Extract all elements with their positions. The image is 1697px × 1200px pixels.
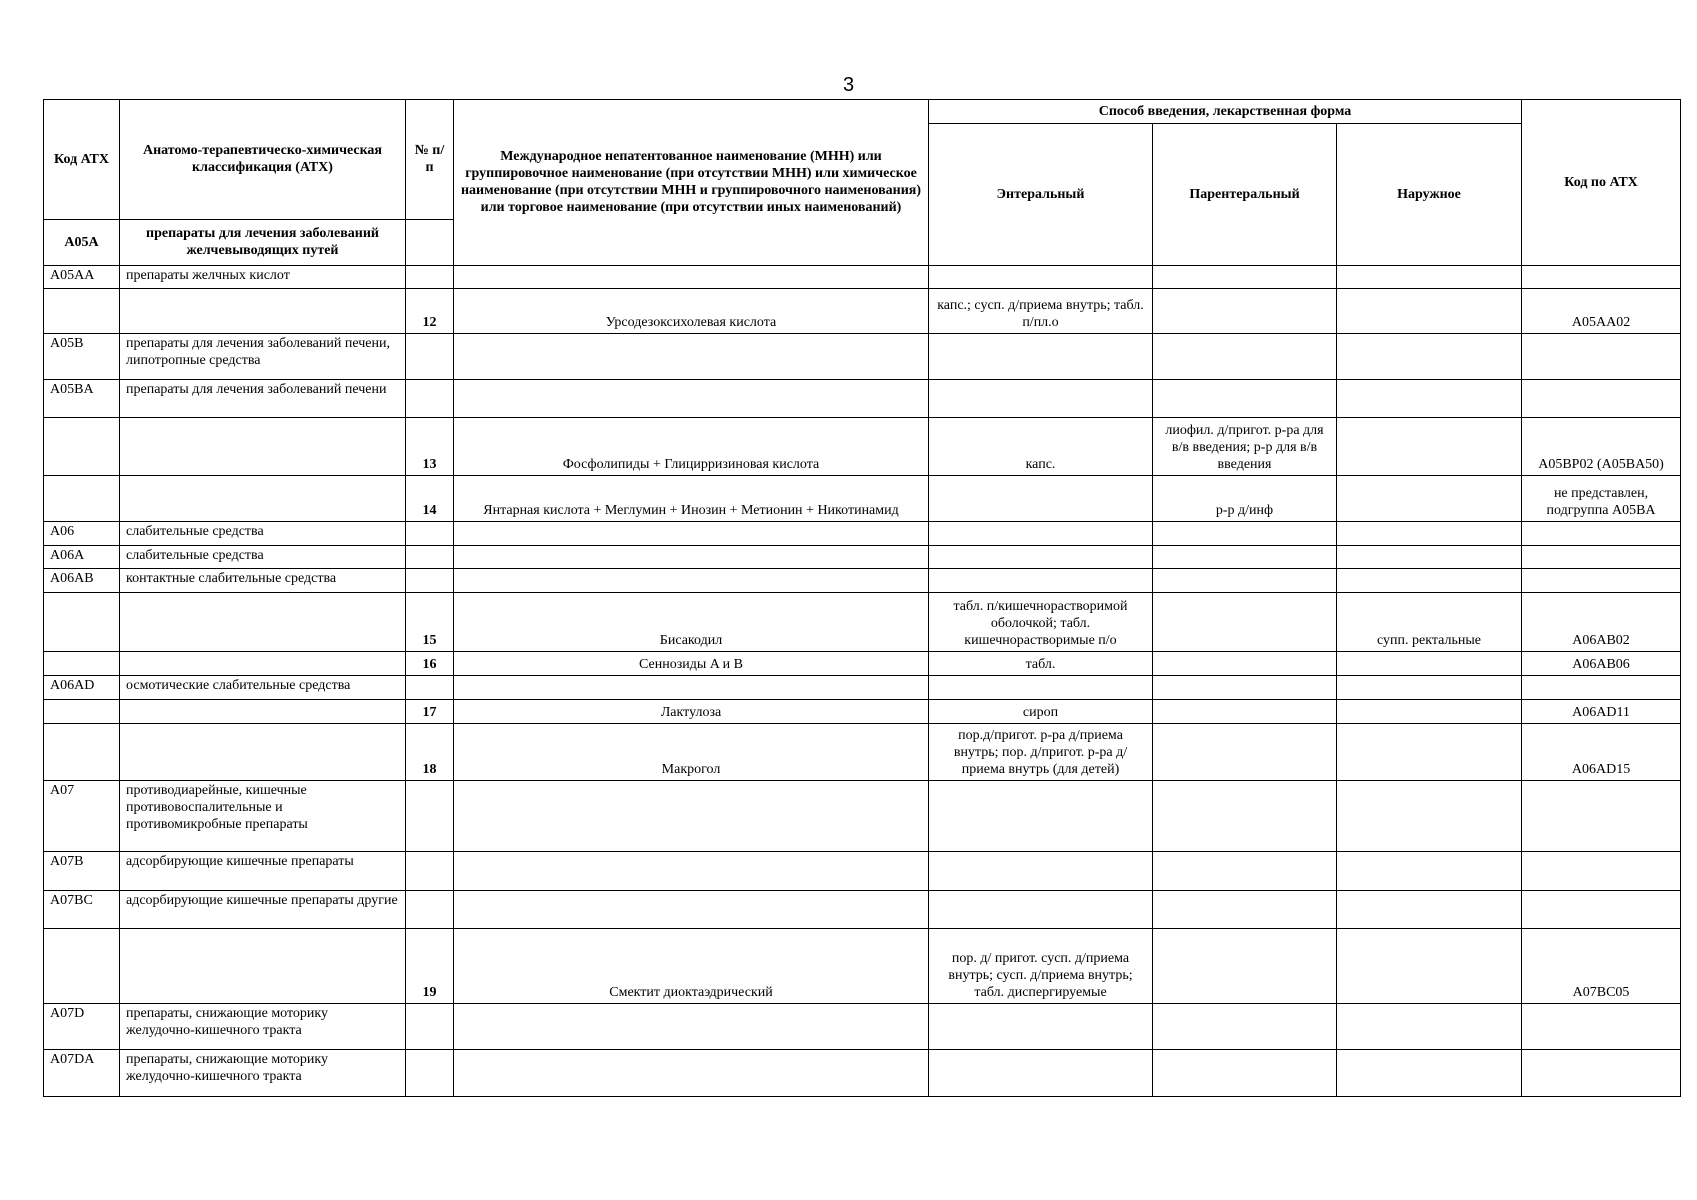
cell-external: супп. ректальные	[1337, 593, 1522, 652]
table-row	[44, 929, 1681, 1004]
cell-enteral	[929, 334, 1153, 380]
cell-parenteral	[1153, 569, 1337, 593]
cell-enteral: табл. п/кишечнорастворимой оболочкой; табл. кишечнорастворимые п/о	[929, 593, 1153, 652]
cell-code: A07	[44, 781, 120, 852]
cell-parenteral	[1153, 852, 1337, 891]
cell-external	[1337, 676, 1522, 700]
cell-atx-code: A06AD11	[1522, 700, 1681, 724]
table-row	[44, 546, 1681, 569]
cell-parenteral	[1153, 289, 1337, 334]
cell-name: Бисакодил	[454, 593, 929, 652]
cell-atx-code	[1522, 781, 1681, 852]
table-row	[44, 569, 1681, 593]
cell-enteral	[929, 1050, 1153, 1097]
cell-parenteral	[1153, 676, 1337, 700]
table-row	[44, 781, 1681, 852]
table-row	[44, 724, 1681, 781]
cell-name: Сеннозиды A и B	[454, 652, 929, 676]
cell-external	[1337, 1050, 1522, 1097]
cell-external	[1337, 652, 1522, 676]
cell-code	[44, 289, 120, 334]
cell-code: A05BA	[44, 380, 120, 418]
header-classification: Анатомо-терапевтическо-химическая классификация (АТХ)	[120, 100, 406, 220]
header-number: № п/п	[406, 100, 454, 220]
cell-atx-code	[1522, 266, 1681, 289]
cell-external	[1337, 289, 1522, 334]
cell-name	[454, 334, 929, 380]
cell-parenteral	[1153, 1004, 1337, 1050]
header-parenteral: Парентеральный	[1153, 124, 1337, 266]
cell-atx-code	[1522, 546, 1681, 569]
cell-classification: препараты для лечения заболеваний печени	[120, 380, 406, 418]
cell-enteral: сироп	[929, 700, 1153, 724]
cell-code: A06AD	[44, 676, 120, 700]
cell-code	[44, 476, 120, 522]
cell-code: A07D	[44, 1004, 120, 1050]
cell-number: 12	[406, 289, 454, 334]
cell-number: 19	[406, 929, 454, 1004]
cell-parenteral	[1153, 724, 1337, 781]
cell-code: A05B	[44, 334, 120, 380]
cell-external	[1337, 266, 1522, 289]
table-row	[44, 891, 1681, 929]
cell-atx-code	[1522, 569, 1681, 593]
cell-parenteral: р-р д/инф	[1153, 476, 1337, 522]
cell-classification	[120, 418, 406, 476]
table-row	[44, 852, 1681, 891]
cell-atx-code: A05BP02 (A05BA50)	[1522, 418, 1681, 476]
cell-name	[454, 266, 929, 289]
cell-number: 15	[406, 593, 454, 652]
cell-name	[454, 676, 929, 700]
cell-classification	[120, 700, 406, 724]
cell-code	[44, 652, 120, 676]
cell-enteral: пор.д/пригот. р-ра д/приема внутрь; пор. д/пригот. р-ра д/приема внутрь (для детей)	[929, 724, 1153, 781]
cell-enteral	[929, 1004, 1153, 1050]
cell-name	[454, 1050, 929, 1097]
group-code: A05A	[44, 220, 120, 266]
cell-name	[454, 569, 929, 593]
cell-classification: препараты, снижающие моторику желудочно-кишечного тракта	[120, 1004, 406, 1050]
header-route-group: Способ введения, лекарственная форма	[929, 100, 1522, 124]
cell-atx-code: A05AA02	[1522, 289, 1681, 334]
cell-name	[454, 546, 929, 569]
group-classification: препараты для лечения заболеваний желчевыводящих путей	[120, 220, 406, 266]
cell-name	[454, 522, 929, 546]
table-row	[44, 476, 1681, 522]
cell-number	[406, 334, 454, 380]
cell-name: Янтарная кислота + Меглумин + Инозин + Метионин + Никотинамид	[454, 476, 929, 522]
cell-classification: осмотические слабительные средства	[120, 676, 406, 700]
table-row	[44, 652, 1681, 676]
cell-number: 14	[406, 476, 454, 522]
cell-external	[1337, 418, 1522, 476]
table-body	[44, 266, 1681, 1097]
cell-enteral	[929, 546, 1153, 569]
cell-external	[1337, 569, 1522, 593]
cell-external	[1337, 852, 1522, 891]
cell-external	[1337, 929, 1522, 1004]
cell-parenteral	[1153, 700, 1337, 724]
table-row	[44, 1050, 1681, 1097]
table-row	[44, 289, 1681, 334]
cell-number	[406, 676, 454, 700]
page-number: 3	[842, 74, 855, 96]
cell-external	[1337, 380, 1522, 418]
cell-classification: препараты, снижающие моторику желудочно-кишечного тракта	[120, 1050, 406, 1097]
cell-name: Фосфолипиды + Глицирризиновая кислота	[454, 418, 929, 476]
cell-parenteral	[1153, 266, 1337, 289]
cell-name	[454, 852, 929, 891]
cell-classification: слабительные средства	[120, 546, 406, 569]
cell-external	[1337, 476, 1522, 522]
cell-parenteral	[1153, 652, 1337, 676]
cell-external	[1337, 546, 1522, 569]
cell-external	[1337, 522, 1522, 546]
cell-atx-code	[1522, 1004, 1681, 1050]
cell-classification: противодиарейные, кишечные противовоспалительные и противомикробные препараты	[120, 781, 406, 852]
cell-classification: адсорбирующие кишечные препараты	[120, 852, 406, 891]
table-row	[44, 522, 1681, 546]
cell-code	[44, 700, 120, 724]
cell-number	[406, 569, 454, 593]
cell-code: A07BC	[44, 891, 120, 929]
cell-atx-code	[1522, 676, 1681, 700]
cell-external	[1337, 334, 1522, 380]
cell-name: Лактулоза	[454, 700, 929, 724]
cell-atx-code: A06AD15	[1522, 724, 1681, 781]
cell-parenteral	[1153, 593, 1337, 652]
cell-atx-code: A06AB06	[1522, 652, 1681, 676]
cell-classification: препараты желчных кислот	[120, 266, 406, 289]
table-row	[44, 700, 1681, 724]
cell-enteral	[929, 476, 1153, 522]
cell-classification	[120, 652, 406, 676]
table-row	[44, 418, 1681, 476]
cell-enteral	[929, 569, 1153, 593]
cell-external	[1337, 781, 1522, 852]
group-number	[406, 220, 454, 266]
cell-number: 13	[406, 418, 454, 476]
table-row	[44, 1004, 1681, 1050]
cell-enteral	[929, 891, 1153, 929]
cell-classification: слабительные средства	[120, 522, 406, 546]
cell-enteral	[929, 522, 1153, 546]
table-row	[44, 334, 1681, 380]
cell-number	[406, 781, 454, 852]
header-name: Международное непатентованное наименование (МНН) или группировочное наименование (при отсутствии МНН) или химическое наименование (при отсутствии МНН и группировочного наименования) или торговое наименование (при отсутствии иных наименований)	[454, 100, 929, 266]
cell-code	[44, 724, 120, 781]
cell-external	[1337, 1004, 1522, 1050]
cell-number	[406, 1004, 454, 1050]
cell-code: A06AB	[44, 569, 120, 593]
cell-enteral	[929, 781, 1153, 852]
cell-name: Урсодезоксихолевая кислота	[454, 289, 929, 334]
cell-enteral	[929, 676, 1153, 700]
cell-name	[454, 380, 929, 418]
cell-parenteral	[1153, 929, 1337, 1004]
cell-classification	[120, 476, 406, 522]
header-external: Наружное	[1337, 124, 1522, 266]
cell-classification: препараты для лечения заболеваний печени, липотропные средства	[120, 334, 406, 380]
cell-code: A07B	[44, 852, 120, 891]
cell-classification	[120, 929, 406, 1004]
cell-enteral	[929, 852, 1153, 891]
header-enteral: Энтеральный	[929, 124, 1153, 266]
cell-classification	[120, 593, 406, 652]
cell-external	[1337, 891, 1522, 929]
cell-parenteral	[1153, 546, 1337, 569]
cell-enteral: пор. д/ пригот. сусп. д/приема внутрь; сусп. д/приема внутрь; табл. диспергируемые	[929, 929, 1153, 1004]
cell-enteral: табл.	[929, 652, 1153, 676]
cell-code: A07DA	[44, 1050, 120, 1097]
cell-parenteral	[1153, 891, 1337, 929]
table-row	[44, 593, 1681, 652]
cell-number	[406, 1050, 454, 1097]
cell-name	[454, 1004, 929, 1050]
cell-number	[406, 546, 454, 569]
cell-parenteral	[1153, 781, 1337, 852]
cell-parenteral: лиофил. д/пригот. р-ра для в/в введения; р-р для в/в введения	[1153, 418, 1337, 476]
cell-code: A06A	[44, 546, 120, 569]
table-header	[44, 100, 1681, 266]
cell-parenteral	[1153, 334, 1337, 380]
cell-code: A06	[44, 522, 120, 546]
cell-atx-code	[1522, 852, 1681, 891]
cell-external	[1337, 700, 1522, 724]
cell-parenteral	[1153, 380, 1337, 418]
cell-atx-code: A06AB02	[1522, 593, 1681, 652]
header-code: Код АТХ	[44, 100, 120, 220]
cell-code: A05AA	[44, 266, 120, 289]
cell-enteral	[929, 380, 1153, 418]
cell-number	[406, 266, 454, 289]
cell-parenteral	[1153, 1050, 1337, 1097]
cell-code	[44, 929, 120, 1004]
cell-parenteral	[1153, 522, 1337, 546]
cell-number: 18	[406, 724, 454, 781]
cell-number: 17	[406, 700, 454, 724]
cell-code	[44, 418, 120, 476]
cell-external	[1337, 724, 1522, 781]
cell-atx-code: A07BC05	[1522, 929, 1681, 1004]
cell-classification	[120, 724, 406, 781]
cell-atx-code	[1522, 1050, 1681, 1097]
cell-classification	[120, 289, 406, 334]
cell-number	[406, 380, 454, 418]
cell-atx-code	[1522, 380, 1681, 418]
cell-enteral	[929, 266, 1153, 289]
header-atx-code: Код по АТХ	[1522, 100, 1681, 266]
cell-atx-code	[1522, 334, 1681, 380]
atx-drug-table	[43, 99, 1681, 1097]
cell-name	[454, 891, 929, 929]
cell-atx-code	[1522, 891, 1681, 929]
table-row	[44, 266, 1681, 289]
cell-name	[454, 781, 929, 852]
cell-number: 16	[406, 652, 454, 676]
cell-enteral: капс.	[929, 418, 1153, 476]
cell-enteral: капс.; сусп. д/приема внутрь; табл. п/пл.о	[929, 289, 1153, 334]
cell-number	[406, 522, 454, 546]
cell-name: Макрогол	[454, 724, 929, 781]
cell-code	[44, 593, 120, 652]
table-row	[44, 676, 1681, 700]
cell-name: Смектит диоктаэдрический	[454, 929, 929, 1004]
cell-classification: адсорбирующие кишечные препараты другие	[120, 891, 406, 929]
table-row	[44, 380, 1681, 418]
cell-number	[406, 891, 454, 929]
cell-classification: контактные слабительные средства	[120, 569, 406, 593]
cell-atx-code	[1522, 522, 1681, 546]
cell-atx-code: не представлен, подгруппа A05BA	[1522, 476, 1681, 522]
cell-number	[406, 852, 454, 891]
